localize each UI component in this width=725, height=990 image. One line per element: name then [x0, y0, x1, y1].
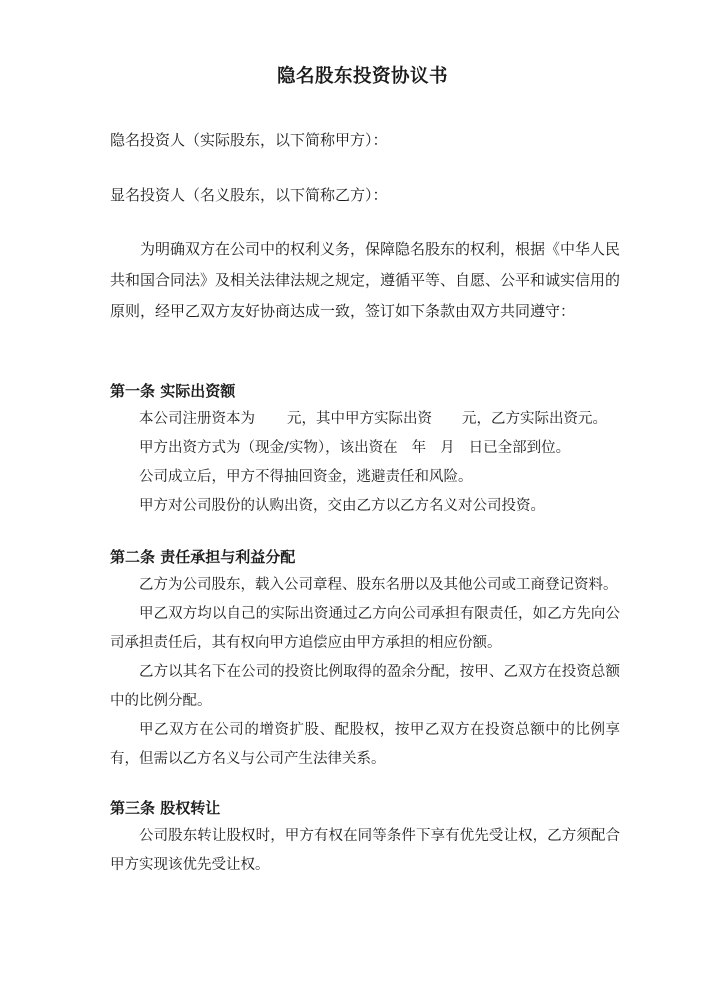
clause-text: 元，乙方实际出资元。 — [462, 411, 607, 427]
article-1-clause-3: 公司成立后，甲方不得抽回资金，逃避责任和风险。 — [139, 469, 473, 485]
article-1-clause-4: 甲方对公司股份的认购出资，交由乙方以乙方名义对公司投资。 — [139, 498, 545, 514]
article-2-clause-1: 乙方为公司股东，载入公司章程、股东名册以及其他公司或工商登记资料。 — [139, 577, 618, 593]
article-1-clause-1 — [110, 405, 620, 434]
clause-text: 月 — [440, 440, 455, 456]
article-3 — [110, 794, 620, 880]
article-1-title: 第一条 实际出资额 — [110, 382, 236, 400]
article-2-title: 第二条 责任承担与利益分配 — [110, 548, 296, 566]
article-2-clause-4: 甲乙双方在公司的增资扩股、配股权，按甲乙双方在投资总额中的比例享有，但需以乙方名义与公司产生法律关系。 — [110, 722, 620, 767]
clause-text: 年 — [411, 440, 427, 456]
article-2 — [110, 543, 620, 774]
article-2-clause-2: 甲乙双方均以自己的实际出资通过乙方向公司承担有限责任，如乙方先向公司承担责任后，其有权向甲方追偿应由甲方承担的相应份额。 — [110, 606, 620, 651]
article-3-title: 第三条 股权转让 — [110, 799, 221, 817]
clause-text: 元，其中甲方实际出资 — [287, 411, 432, 427]
article-1-clause-2 — [110, 434, 620, 463]
document-title: 隐名股东投资协议书 — [276, 66, 448, 87]
article-2-clause-3: 乙方以其名下在公司的投资比例取得的盈余分配，按甲、乙双方在投资总额中的比例分配。 — [110, 664, 620, 709]
article-3-clause-1: 公司股东转让股权时，甲方有权在同等条件下享有优先受让权，乙方须配合甲方实现该优先受让权。 — [110, 828, 620, 873]
clause-text: 日已全部到位。 — [468, 440, 571, 456]
clause-text: 甲方出资方式为（现金/实物），该出资在 — [139, 440, 398, 456]
clause-text: 本公司注册资本为 — [139, 411, 255, 427]
party-a-line: 隐名投资人（实际股东，以下简称甲方）： — [110, 131, 388, 149]
article-1 — [110, 377, 620, 521]
party-b-line: 显名投资人（名义股东，以下简称乙方）： — [110, 186, 388, 204]
intro-paragraph: 为明确双方在公司中的权利义务，保障隐名股东的权利，根据《中华人民共和国合同法》及相关法律法规之规定，遵循平等、自愿、公平和诚实信用的原则，经甲乙双方友好协商达成一致，签订如下条款由双方共同遵守： — [110, 240, 621, 320]
